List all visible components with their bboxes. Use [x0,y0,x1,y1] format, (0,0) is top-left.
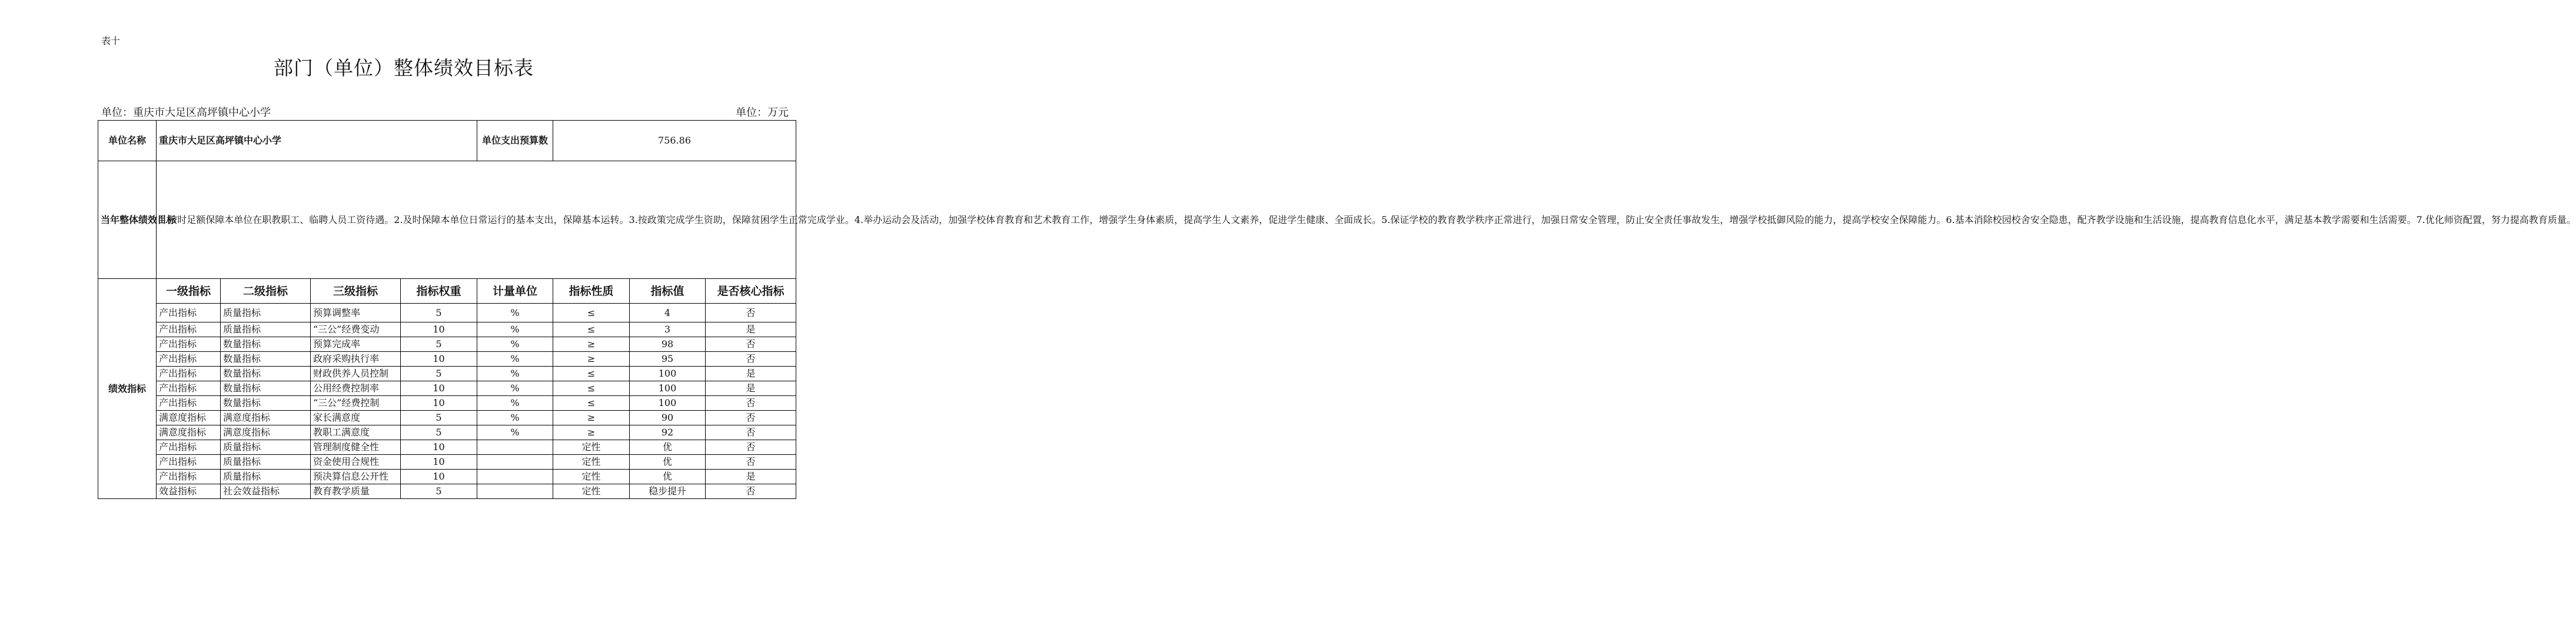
cell-unit: % [477,381,553,396]
goal-text: 1.按时足额保障本单位在职教职工、临聘人员工资待遇。2.及时保障本单位日常运行的基本支出，保障基本运转。3.按政策完成学生资助，保障贫困学生正常完成学业。4.举办运动会及活动，加强学校体育教育和艺术教育工作，增强学生身体素质，提高学生人文素养，促进学生健康、全面成长。5.保证学校的教育教学秩序正常进行，加强日常安全管理，防止安全责任事故发生，增强学校抵御风险的能力，提高学校安全保障能力。6.基本消除校园校舍安全隐患，配齐教学设施和生活设施，提高教育信息化水平，满足基本教学需要和生活需要。7.优化师资配置，努力提高教育质量。 [157,161,796,279]
cell-level3: 管理制度健全性 [311,440,401,455]
header-unit: 计量单位 [477,279,553,304]
cell-nature: ≤ [553,304,630,322]
cell-nature: 定性 [553,440,630,455]
cell-core: 是 [706,381,796,396]
cell-level1: 产出指标 [157,396,221,411]
cell-value: 90 [630,411,706,425]
cell-unit: % [477,304,553,322]
cell-level1: 产出指标 [157,440,221,455]
reporting-unit: 单位：重庆市大足区高坪镇中心小学 [101,107,271,119]
indicator-row [98,367,796,381]
header-level1: 一级指标 [157,279,221,304]
cell-level2: 质量指标 [221,455,311,470]
cell-unit: % [477,322,553,337]
cell-nature: ≥ [553,352,630,367]
cell-weight: 10 [401,322,477,337]
cell-value: 98 [630,337,706,352]
goal-row [98,161,796,279]
header-value: 指标值 [630,279,706,304]
cell-level3: “三公”经费变动 [311,322,401,337]
cell-level2: 质量指标 [221,304,311,322]
cell-unit: % [477,337,553,352]
cell-value: 稳步提升 [630,484,706,499]
page-title: 部门（单位）整体绩效目标表 [274,56,534,79]
cell-unit [477,470,553,484]
cell-unit: % [477,396,553,411]
cell-value: 3 [630,322,706,337]
cell-weight: 10 [401,352,477,367]
cell-level2: 质量指标 [221,322,311,337]
cell-unit: % [477,352,553,367]
indicator-row [98,455,796,470]
cell-level2: 质量指标 [221,470,311,484]
cell-unit: % [477,367,553,381]
cell-nature: ≤ [553,367,630,381]
currency-unit: 单位：万元 [736,107,789,119]
cell-nature: ≥ [553,411,630,425]
unit-name-label: 单位名称 [98,121,157,161]
cell-nature: ≥ [553,425,630,440]
cell-level1: 产出指标 [157,381,221,396]
indicator-row [98,322,796,337]
cell-level2: 数量指标 [221,367,311,381]
cell-level3: 资金使用合规性 [311,455,401,470]
cell-unit [477,484,553,499]
cell-core: 否 [706,484,796,499]
performance-target-table [98,120,2576,499]
cell-level1: 产出指标 [157,304,221,322]
cell-level1: 产出指标 [157,322,221,337]
indicator-row [98,411,796,425]
cell-value: 优 [630,440,706,455]
cell-nature: 定性 [553,484,630,499]
header-level3: 三级指标 [311,279,401,304]
indicator-row [98,484,796,499]
cell-level2: 数量指标 [221,381,311,396]
cell-level2: 数量指标 [221,396,311,411]
header-level2: 二级指标 [221,279,311,304]
cell-weight: 10 [401,470,477,484]
cell-core: 否 [706,440,796,455]
cell-core: 是 [706,322,796,337]
indicator-row [98,425,796,440]
cell-level1: 产出指标 [157,337,221,352]
cell-level3: 公用经费控制率 [311,381,401,396]
cell-level1: 产出指标 [157,367,221,381]
cell-level3: 预算调整率 [311,304,401,322]
cell-level1: 满意度指标 [157,411,221,425]
indicator-label: 绩效指标 [98,279,157,499]
cell-level2: 满意度指标 [221,411,311,425]
cell-level1: 产出指标 [157,352,221,367]
cell-core: 否 [706,304,796,322]
cell-level1: 效益指标 [157,484,221,499]
cell-nature: 定性 [553,470,630,484]
cell-value: 100 [630,367,706,381]
cell-core: 否 [706,337,796,352]
cell-weight: 5 [401,367,477,381]
cell-core: 是 [706,470,796,484]
header-nature: 指标性质 [553,279,630,304]
cell-value: 95 [630,352,706,367]
cell-level2: 数量指标 [221,337,311,352]
cell-nature: ≤ [553,381,630,396]
cell-value: 92 [630,425,706,440]
indicator-row [98,352,796,367]
cell-weight: 5 [401,411,477,425]
goal-label: 当年整体绩效目标 [98,161,157,279]
cell-level1: 产出指标 [157,470,221,484]
cell-nature: ≤ [553,396,630,411]
cell-level3: 教职工满意度 [311,425,401,440]
cell-weight: 5 [401,484,477,499]
cell-level2: 满意度指标 [221,425,311,440]
cell-weight: 10 [401,381,477,396]
cell-unit [477,440,553,455]
indicator-header-row [98,279,796,304]
indicator-row [98,337,796,352]
unit-info-row [98,121,796,161]
cell-core: 否 [706,352,796,367]
cell-weight: 10 [401,440,477,455]
header-weight: 指标权重 [401,279,477,304]
cell-level3: “三公”经费控制 [311,396,401,411]
cell-level1: 产出指标 [157,455,221,470]
cell-level2: 数量指标 [221,352,311,367]
cell-level3: 家长满意度 [311,411,401,425]
indicator-row [98,440,796,455]
unit-name-value: 重庆市大足区高坪镇中心小学 [157,121,477,161]
cell-value: 优 [630,455,706,470]
cell-weight: 5 [401,337,477,352]
budget-label: 单位支出预算数 [477,121,553,161]
cell-core: 是 [706,367,796,381]
indicator-row [98,304,796,322]
cell-weight: 10 [401,396,477,411]
cell-level1: 满意度指标 [157,425,221,440]
cell-weight: 5 [401,304,477,322]
cell-value: 4 [630,304,706,322]
cell-nature: 定性 [553,455,630,470]
cell-level2: 社会效益指标 [221,484,311,499]
table-number: 表十 [101,35,121,46]
cell-value: 100 [630,381,706,396]
cell-value: 优 [630,470,706,484]
cell-level3: 预算完成率 [311,337,401,352]
indicator-row [98,470,796,484]
indicator-row [98,396,796,411]
cell-nature: ≤ [553,322,630,337]
cell-core: 否 [706,455,796,470]
cell-level3: 教育教学质量 [311,484,401,499]
cell-core: 否 [706,425,796,440]
cell-value: 100 [630,396,706,411]
cell-core: 否 [706,411,796,425]
cell-unit: % [477,425,553,440]
cell-weight: 5 [401,425,477,440]
budget-value: 756.86 [553,121,796,161]
cell-weight: 10 [401,455,477,470]
cell-unit [477,455,553,470]
cell-level2: 质量指标 [221,440,311,455]
indicator-row [98,381,796,396]
cell-level3: 政府采购执行率 [311,352,401,367]
header-core: 是否核心指标 [706,279,796,304]
cell-unit: % [477,411,553,425]
cell-level3: 预决算信息公开性 [311,470,401,484]
cell-nature: ≥ [553,337,630,352]
cell-level3: 财政供养人员控制 [311,367,401,381]
cell-core: 否 [706,396,796,411]
